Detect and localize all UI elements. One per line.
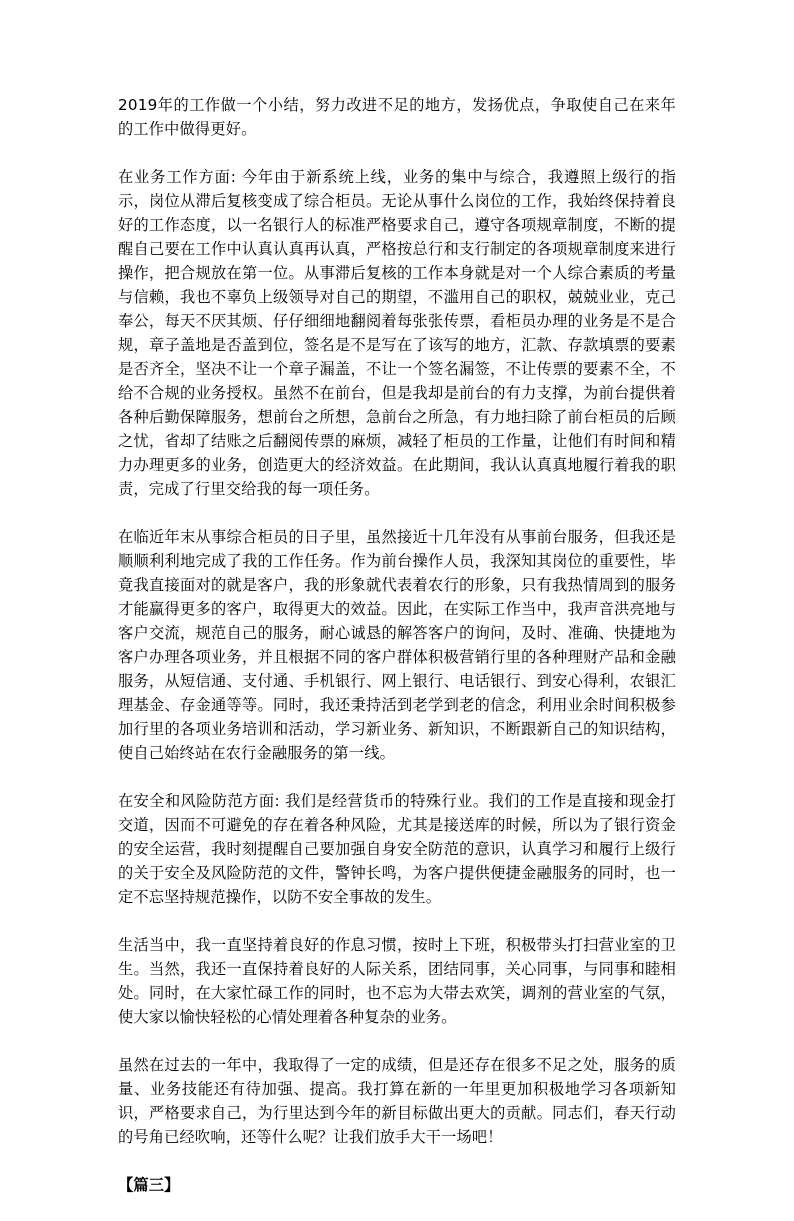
paragraph-business-work: 在业务工作方面: 今年由于新系统上线，业务的集中与综合，我遵照上级行的指示，岗位从滞后复核变成了综合柜员。无论从事什么岗位的工作，我始终保持着良好的工作态度，以一名银行人的标准严格要求自己，遵守各项规章制度，不断的提醒自己要在工作中认真认真再认真，严格按总行和支行制定的各项规章制度来进行操作，把合规放在第一位。从事滞后复核的工作本身就是对一个人综合素质的考量与信赖，我也不辜负上级领导对自己的期望，不滥用自己的职权，兢兢业业，克己奉公，每天不厌其烦、仔仔细细地翻阅着每张张传票，看柜员办理的业务是不是合规，章子盖地是否盖到位，签名是不是写在了该写的地方，汇款、存款填票的要素是否齐全，坚决不让一个章子漏盖，不让一个签名漏签，不让传票的要素不全，不给不合规的业务授权。虽然不在前台，但是我却是前台的有力支撑，为前台提供着各种后勤保障服务，想前台之所想，急前台之所急，有力地扫除了前台柜员的后顾之忧，省却了结账之后翻阅传票的麻烦，减轻了柜员的工作量，让他们有时间和精力办理更多的业务，创造更大的经济效益。在此期间，我认认真真地履行着我的职责，完成了行里交给我的每一项任务。 [118,168,676,498]
paragraph-teller-period: 在临近年末从事综合柜员的日子里，虽然接近十几年没有从事前台服务，但我还是顺顺利利地完成了我的工作任务。作为前台操作人员，我深知其岗位的重要性，毕竟我直接面对的就是客户，我的形象就代表着农行的形象，只有我热情周到的服务才能赢得更多的客户，取得更大的效益。因此，在实际工作当中，我声音洪亮地与客户交流，规范自己的服务，耐心诚恳的解答客户的询问，及时、准确、快捷地为客户办理各项业务，并且根据不同的客户群体积极营销行里的各种理财产品和金融服务，从短信通、支付通、手机银行、网上银行、电话银行、到安心得利，农银汇理基金、存金通等等。同时，我还秉持活到老学到老的信念，利用业余时间积极参加行里的各项业务培训和活动，学习新业务、新知识，不断跟新自己的知识结构，使自己始终站在农行金融服务的第一线。 [118,528,676,762]
document-page [118,93,676,1221]
paragraph-daily-life: 生活当中，我一直坚持着良好的作息习惯，按时上下班，积极带头打扫营业室的卫生。当然，我还一直保持着良好的人际关系，团结同事，关心同事，与同事和睦相处。同时，在大家忙碌工作的同时，也不忘为大帯去欢笑，调剂的营业室的气氛，使大家以愉快轻松的心情处理着各种复杂的业务。 [118,936,676,1026]
paragraph-intro: 2019年的工作做一个小结，努力改进不足的地方，发扬优点，争取使自己在来年的工作中做得更好。 [118,96,676,138]
section-heading: 【篇三】 [118,1176,180,1194]
paragraph-conclusion: 虽然在过去的一年中，我取得了一定的成绩，但是还存在很多不足之处，服务的质量、业务技能还有待加强、提高。我打算在新的一年里更加积极地学习各项新知识，严格要求自己，为行里达到今年的新目标做出更大的贡献。同志们，春天行动的号角已经吹响，还等什么呢？让我们放手大干一场吧！ [118,1056,676,1146]
paragraph-risk-prevention: 在安全和风险防范方面: 我们是经营货币的特殊行业。我们的工作是直接和现金打交道，因而不可避免的存在着各种风险，尤其是接送库的时候，所以为了银行资金的安全运营，我时刻提醒自己要加强自身安全防范的意识，认真学习和履行上级行的关于安全及风险防范的文件，警钟长鸣，为客户提供便捷金融服务的同时，也一定不忘坚持规范操作，以防不安全事故的发生。 [118,792,676,906]
